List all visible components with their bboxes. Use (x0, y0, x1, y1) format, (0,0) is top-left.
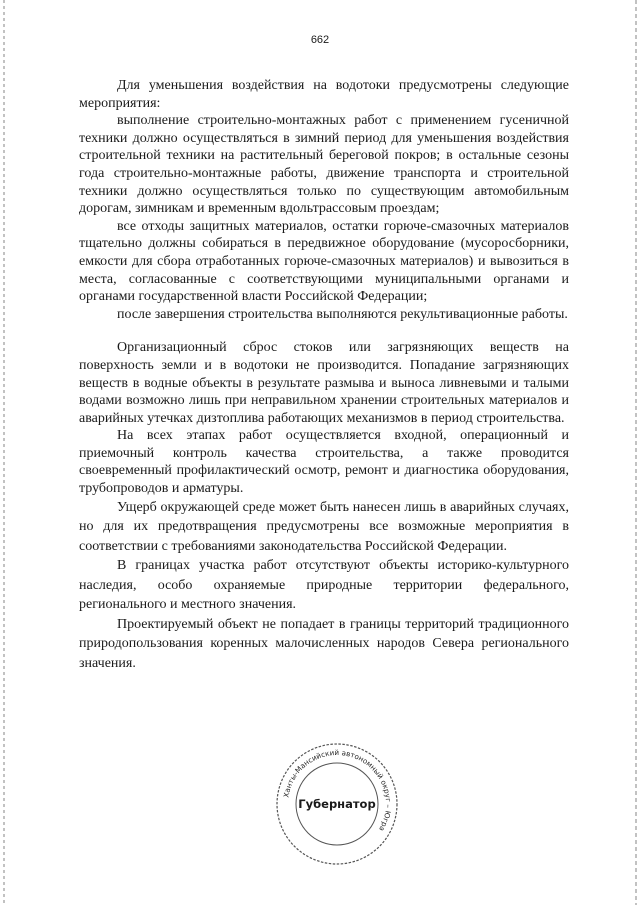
paragraph-heritage: В границах участка работ отсутствуют объекты историко-культурного наследия, особо охраняемые природные территории федерального, регионального и местного значения. (79, 558, 569, 613)
document-body (79, 77, 569, 673)
stamp-ring-text: Ханты-Мансийский автономный округ – Югра (281, 747, 394, 833)
paragraph-damage: Ущерб окружающей среде может быть нанесен лишь в аварийных случаях, но для их предотвращения предусмотрены все возможные мероприятия в соответствии с требованиями законодательства Российской Федерации. (79, 499, 569, 554)
paragraph-measure-2: все отходы защитных материалов, остатки горюче-смазочных материалов тщательно должны собираться в передвижное оборудование (мусоросборники, емкости для сбора отработанных горюче-смазочных материалов) и вывозиться в места, согласованные с соответствующими муниципальными органами и органами государственной власти Российской Федерации; (79, 218, 569, 305)
scan-edge-left (3, 0, 5, 905)
paragraph-traditional-land-use: Проектируемый объект не попадает в границы территорий традиционного природопользования коренных малочисленных народов Севера регионального значения. (79, 616, 569, 671)
governor-stamp-seal (262, 740, 412, 868)
paragraph-control: На всех этапах работ осуществляется входной, операционный и приемочный контроль качества строительства, а также проводится своевременный профилактический осмотр, ремонт и диагностика оборудования, трубопроводов и арматуры. (79, 428, 569, 497)
stamp-center-text: Губернатор (298, 797, 376, 811)
page-number: 662 (310, 34, 330, 46)
scan-edge-right (635, 0, 637, 905)
paragraph-measure-1: выполнение строительно-монтажных работ с применением гусеничной техники должно осуществляться в зимний период для уменьшения воздействия строительной техники на растительный береговой покров; в остальные сезоны года строительно-монтажные работы, движение транспорта и строительной техники должно осуществляться только по существующим автомобильным дорогам, зимникам и временным вдольтрассовым проездам; (79, 113, 569, 217)
paragraph-discharge: Организационный сброс стоков или загрязняющих веществ на поверхность земли и в водотоки не производится. Попадание загрязняющих веществ в водные объекты в результате размыва и выноса ливневыми и талыми водами возможно лишь при неправильном хранении строительных материалов и аварийных утечках дизтоплива работающих механизмов в период строительства. (79, 340, 569, 426)
paragraph-measure-3: после завершения строительства выполняются рекультивационные работы. (117, 306, 568, 322)
paragraph-intro: Для уменьшения воздействия на водотоки предусмотрены следующие мероприятия: (79, 78, 569, 111)
